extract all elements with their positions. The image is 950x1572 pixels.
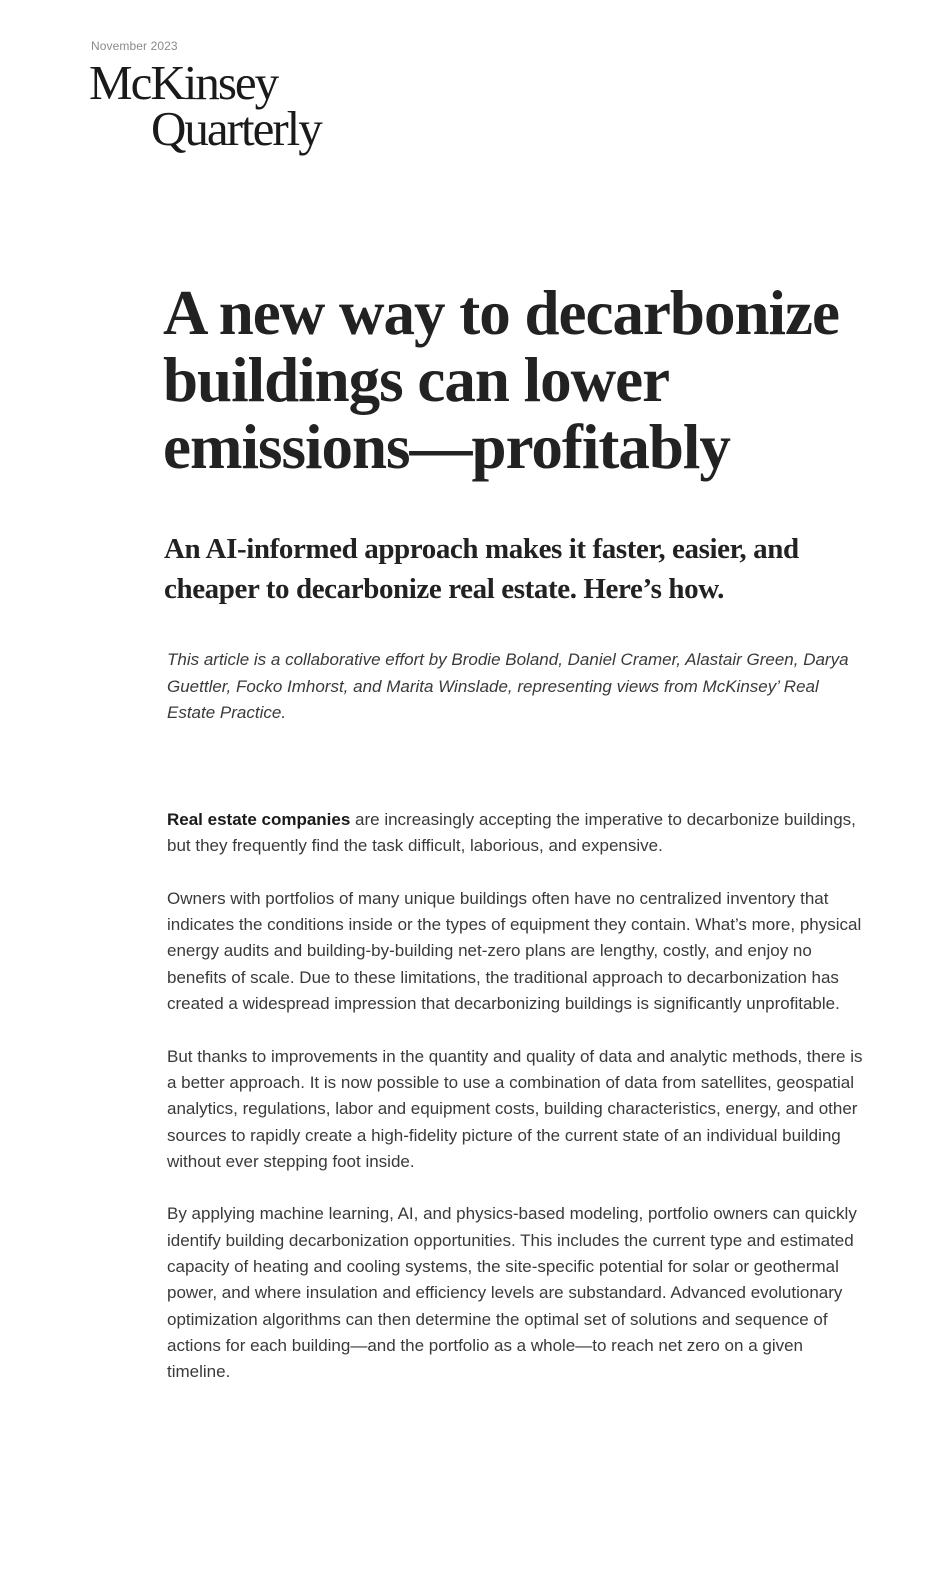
logo-line-mckinsey: McKinsey — [89, 55, 278, 110]
article-title: A new way to decarbonize buildings can lower emissions—profitably — [163, 278, 839, 482]
paragraph-2: Owners with portfolios of many unique buildings often have no centralized inventory that indicates the conditions inside or the types of equipment they contain. What’s more, physical energy audits and building-by-building net-zero plans are lengthy, costly, and enjoy no benefits of scale. Due to these limitations, the traditional approach to decarbonization has created a widespread impression that decarbonizing buildings is significantly unprofitable. — [167, 888, 862, 1014]
mckinsey-quarterly-logo[interactable] — [89, 55, 321, 156]
paragraph-1 — [167, 807, 869, 860]
article-subtitle: An AI-informed approach makes it faster, easier, and cheaper to decarbonize real estate. Here’s how. — [164, 533, 799, 605]
paragraph-3: But thanks to improvements in the quantity and quality of data and analytic methods, there is a better approach. It is now possible to use a combination of data from satellites, geospatial analytics, regulations, labor and equipment costs, building characteristics, energy, and other sources to rapidly create a high-fidelity picture of the current state of an individual building without ever stepping foot inside. — [167, 1046, 863, 1171]
paragraph-text: are increasingly accepting the imperative to decarbonize buildings, but they frequently find the task difficult, laborious, and expensive. — [167, 810, 856, 856]
article-body — [167, 807, 869, 1412]
paragraph-4: By applying machine learning, AI, and physics-based modeling, portfolio owners can quickly identify building decarbonization opportunities. This includes the current type and estimated capacity of heating and cooling systems, the site-specific potential for solar or geothermal power, and where insulation and efficiency levels are substandard. Advanced evolutionary optimization algorithms can then determine the optimal set of solutions and sequence of actions for each building—and the portfolio as a whole—to reach net zero on a given timeline. — [167, 1204, 857, 1382]
paragraph-lead: Real estate companies — [167, 810, 351, 829]
publication-date: November 2023 — [91, 39, 178, 53]
logo-line-quarterly: Quarterly — [151, 101, 321, 156]
article-byline: This article is a collaborative effort by Brodie Boland, Daniel Cramer, Alastair Green, Darya Guettler, Focko Imhorst, and Marita Winslade, representing views from McKinsey’ Real Estate Practice. — [167, 650, 849, 722]
